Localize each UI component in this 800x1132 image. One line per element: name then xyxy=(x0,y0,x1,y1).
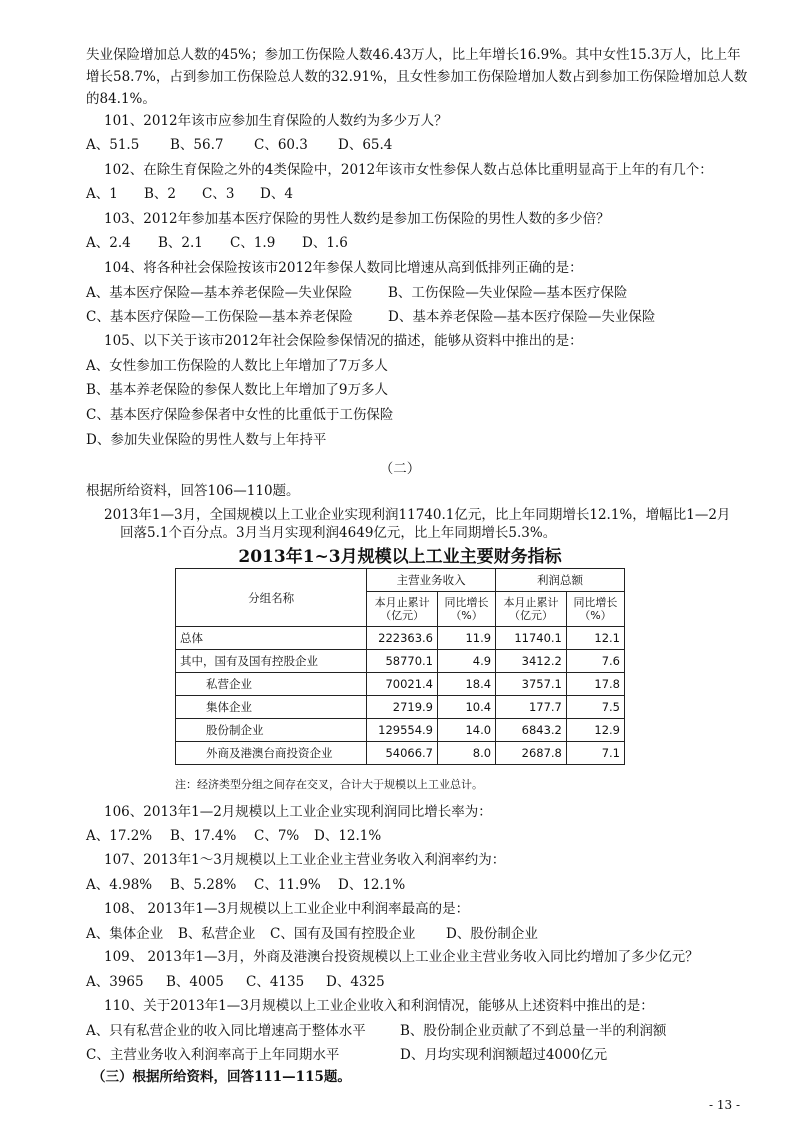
row-name: 集体企业 xyxy=(176,696,367,719)
option: C、60.3 xyxy=(254,137,308,153)
question-102: 102、在除生育保险之外的4类保险中，2012年该市女性参保人数占总体比重明显高于上年的有几个： xyxy=(104,162,713,178)
option: B、56.7 xyxy=(170,137,224,153)
question-108: 108、 2013年1—3月规模以上工业企业中利润率最高的是： xyxy=(104,901,470,917)
cell: 18.4 xyxy=(438,673,496,696)
table-row xyxy=(176,696,625,719)
table-row xyxy=(176,742,625,765)
cell: 17.8 xyxy=(566,673,624,696)
cell: 14.0 xyxy=(438,719,496,742)
table-row xyxy=(176,673,625,696)
option: C、基本医疗保险—工伤保险—基本养老保险 xyxy=(86,309,353,325)
cell: 3412.2 xyxy=(496,650,567,673)
header-group-name: 分组名称 xyxy=(176,569,367,627)
option: B、4005 xyxy=(166,974,224,990)
option: D、股份制企业 xyxy=(446,926,538,942)
section-2-paragraph-1: 2013年1—3月，全国规模以上工业企业实现利润11740.1亿元，比上年同期增长12.1%，增幅比1—2月 xyxy=(104,507,731,523)
options-106 xyxy=(86,827,381,845)
cell: 2719.9 xyxy=(367,696,438,719)
header-profit: 利润总额 xyxy=(496,569,625,592)
question-110: 110、关于2013年1—3月规模以上工业企业收入和利润情况，能够从上述资料中推出的是： xyxy=(104,998,654,1014)
option: A、基本医疗保险—基本养老保险—失业保险 xyxy=(86,285,353,301)
intro-line-1: 失业保险增加总人数的45%；参加工伤保险人数46.43万人，比上年增长16.9%。其中女性15.3万人，比上年 xyxy=(86,47,741,63)
question-103: 103、2012年参加基本医疗保险的男性人数约是参加工伤保险的男性人数的多少倍？ xyxy=(104,211,610,227)
financial-table xyxy=(175,568,625,765)
subheader-growth: 同比增长（%） xyxy=(566,592,624,627)
header-revenue: 主营业务收入 xyxy=(367,569,496,592)
options-103 xyxy=(86,234,348,252)
question-105: 105、以下关于该市2012年社会保险参保情况的描述，能够从资料中推出的是： xyxy=(104,333,583,349)
option: D、月均实现利润额超过4000亿元 xyxy=(400,1047,608,1063)
question-101: 101、2012年该市应参加生育保险的人数约为多少万人？ xyxy=(104,113,448,129)
table-row xyxy=(176,650,625,673)
cell: 70021.4 xyxy=(367,673,438,696)
subheader-cumulative: 本月止累计（亿元） xyxy=(496,592,567,627)
page-number: - 13 - xyxy=(708,1098,740,1112)
cell: 10.4 xyxy=(438,696,496,719)
option: D、基本养老保险—基本医疗保险—失业保险 xyxy=(388,309,656,325)
option: B、私营企业 xyxy=(178,926,256,942)
row-name: 私营企业 xyxy=(176,673,367,696)
cell: 129554.9 xyxy=(367,719,438,742)
option: A、51.5 xyxy=(86,137,140,153)
options-101 xyxy=(86,136,392,154)
option-105-c: C、基本医疗保险参保者中女性的比重低于工伤保险 xyxy=(86,407,394,423)
cell: 7.1 xyxy=(566,742,624,765)
section-2-paragraph-2: 回落5.1个百分点。3月当月实现利润4649亿元，比上年同期增长5.3%。 xyxy=(120,525,557,541)
table-note: 注：经济类型分组之间存在交叉，合计大于规模以上工业总计。 xyxy=(175,778,483,791)
cell: 6843.2 xyxy=(496,719,567,742)
option: A、17.2% xyxy=(86,828,153,844)
option: A、4.98% xyxy=(86,877,153,893)
option: B、5.28% xyxy=(170,877,237,893)
option: D、12.1% xyxy=(314,828,382,844)
options-110-row1 xyxy=(86,1022,666,1040)
cell: 58770.1 xyxy=(367,650,438,673)
cell: 3757.1 xyxy=(496,673,567,696)
option: B、2.1 xyxy=(158,235,203,251)
option: A、3965 xyxy=(86,974,144,990)
cell: 11740.1 xyxy=(496,627,567,650)
cell: 12.9 xyxy=(566,719,624,742)
row-name: 其中，国有及国有控股企业 xyxy=(176,650,367,673)
cell: 7.5 xyxy=(566,696,624,719)
row-name: 总体 xyxy=(176,627,367,650)
option: A、集体企业 xyxy=(86,926,164,942)
question-107: 107、2013年1～3月规模以上工业企业主营业务收入利润率约为： xyxy=(104,852,506,868)
question-109: 109、 2013年1—3月，外商及港澳台投资规模以上工业企业主营业务收入同比约增加了多少亿元？ xyxy=(104,949,699,965)
cell: 4.9 xyxy=(438,650,496,673)
section-3-heading: （三）根据所给资料，回答111—115题。 xyxy=(92,1069,351,1085)
cell: 177.7 xyxy=(496,696,567,719)
options-108 xyxy=(86,925,538,943)
cell: 2687.8 xyxy=(496,742,567,765)
option: D、12.1% xyxy=(338,877,406,893)
option: D、4325 xyxy=(326,974,385,990)
option: A、只有私营企业的收入同比增速高于整体水平 xyxy=(86,1023,366,1039)
row-name: 外商及港澳台商投资企业 xyxy=(176,742,367,765)
option-105-a: A、女性参加工伤保险的人数比上年增加了7万多人 xyxy=(86,358,388,374)
subheader-cumulative: 本月止累计（亿元） xyxy=(367,592,438,627)
row-name: 股份制企业 xyxy=(176,719,367,742)
options-104-row2 xyxy=(86,308,655,326)
option: C、7% xyxy=(254,828,300,844)
option: A、1 xyxy=(86,186,118,202)
option: A、2.4 xyxy=(86,235,131,251)
option: D、4 xyxy=(260,186,293,202)
cell: 222363.6 xyxy=(367,627,438,650)
option-105-d: D、参加失业保险的男性人数与上年持平 xyxy=(86,432,327,448)
option: B、2 xyxy=(144,186,177,202)
option: C、4135 xyxy=(246,974,305,990)
section-2-heading: （二） xyxy=(379,461,421,477)
option-105-b: B、基本养老保险的参保人数比上年增加了9万多人 xyxy=(86,382,389,398)
option: D、65.4 xyxy=(338,137,393,153)
option: C、1.9 xyxy=(230,235,276,251)
intro-line-2: 增长58.7%，占到参加工伤保险总人数的32.91%，且女性参加工伤保险增加人数占到参加工伤保险增加总人数 xyxy=(86,69,748,85)
option: B、工伤保险—失业保险—基本医疗保险 xyxy=(388,285,628,301)
cell: 12.1 xyxy=(566,627,624,650)
cell: 11.9 xyxy=(438,627,496,650)
intro-line-3: 的84.1%。 xyxy=(86,91,156,107)
option: C、主营业务收入利润率高于上年同期水平 xyxy=(86,1047,340,1063)
section-2-instruction: 根据所给资料，回答106—110题。 xyxy=(86,483,300,499)
options-104-row1 xyxy=(86,284,627,302)
cell: 7.6 xyxy=(566,650,624,673)
option: B、股份制企业贡献了不到总量一半的利润额 xyxy=(400,1023,667,1039)
subheader-growth: 同比增长（%） xyxy=(438,592,496,627)
option: C、国有及国有控股企业 xyxy=(270,926,416,942)
options-109 xyxy=(86,973,385,991)
table-title: 2013年1~3月规模以上工业主要财务指标 xyxy=(238,547,562,567)
question-106: 106、2013年1—2月规模以上工业企业实现利润同比增长率为： xyxy=(104,804,492,820)
options-102 xyxy=(86,185,293,203)
cell: 54066.7 xyxy=(367,742,438,765)
options-110-row2 xyxy=(86,1046,607,1064)
option: C、11.9% xyxy=(254,877,321,893)
options-107 xyxy=(86,876,405,894)
option: C、3 xyxy=(202,186,235,202)
table-row xyxy=(176,719,625,742)
cell: 8.0 xyxy=(438,742,496,765)
question-104: 104、将各种社会保险按该市2012年参保人数同比增速从高到低排列正确的是： xyxy=(104,260,583,276)
option: B、17.4% xyxy=(170,828,237,844)
option: D、1.6 xyxy=(302,235,348,251)
table-row xyxy=(176,627,625,650)
